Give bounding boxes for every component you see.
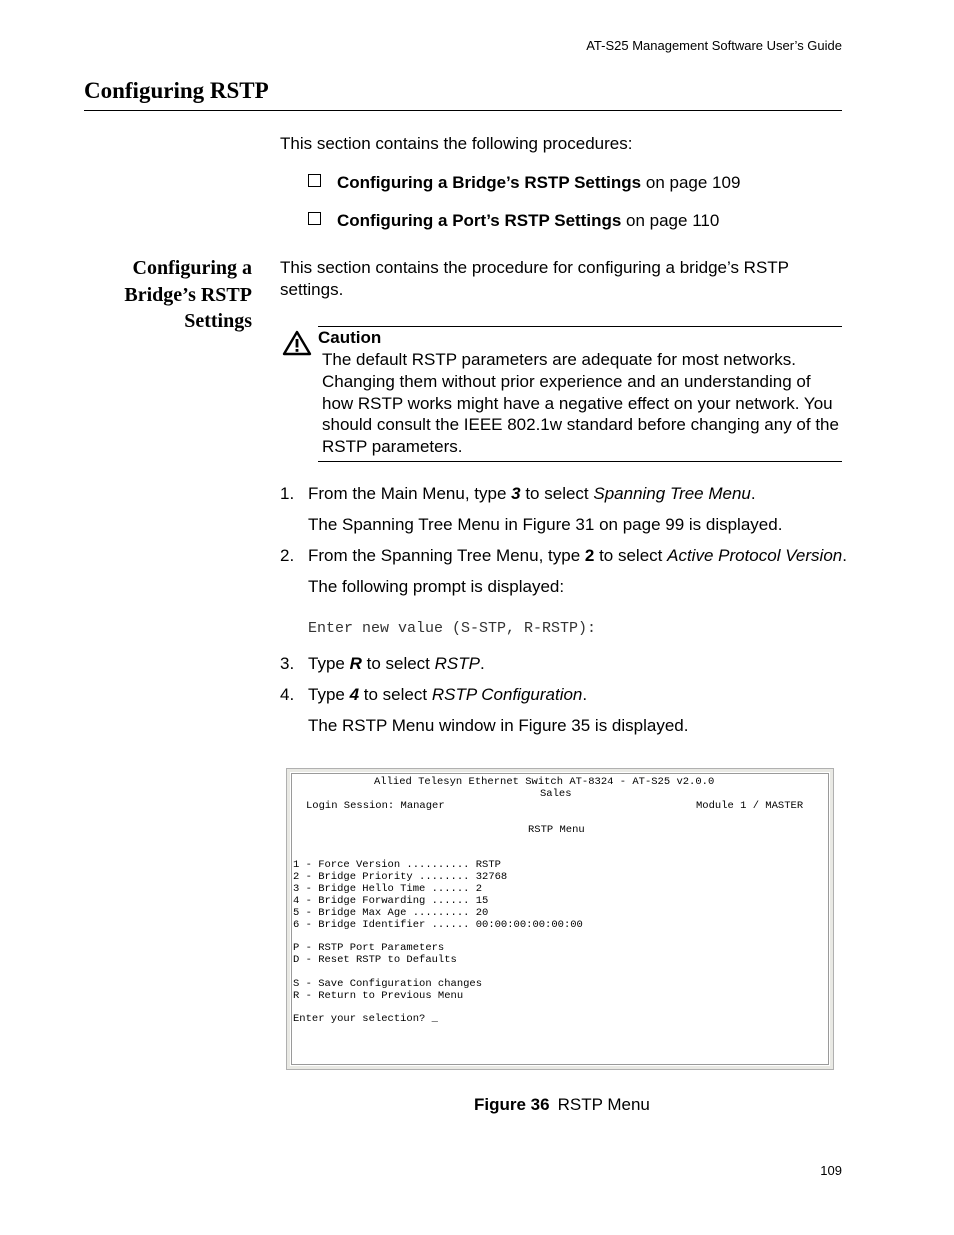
terminal-option: 1 - Force Version .......... RSTP bbox=[293, 859, 501, 871]
terminal-option: 3 - Bridge Hello Time ...... 2 bbox=[293, 883, 483, 895]
figure-caption: Figure 36 RSTP Menu bbox=[474, 1095, 650, 1114]
terminal-option: 5 - Bridge Max Age ......... 20 bbox=[293, 907, 489, 919]
terminal-title: Allied Telesyn Ethernet Switch AT-8324 - AT-S25 v2.0.0 bbox=[374, 776, 715, 788]
terminal-option: 4 - Bridge Forwarding ...... 15 bbox=[293, 895, 489, 907]
prompt-code: Enter new value (S-STP, R-RSTP): bbox=[308, 620, 597, 637]
caution-title: Caution bbox=[318, 328, 382, 347]
subsection-intro: This section contains the procedure for configuring a bridge’s RSTP settings. bbox=[280, 258, 789, 299]
procedure-item: Configuring a Port’s RSTP Settings on page 110 bbox=[308, 211, 719, 231]
terminal-option: R - Return to Previous Menu bbox=[293, 990, 464, 1002]
terminal-screen bbox=[291, 773, 829, 1065]
step-2-note: The following prompt is displayed: bbox=[308, 577, 565, 596]
step-4: 4. Type 4 to select RSTP Configuration. bbox=[280, 685, 588, 704]
terminal-module: Module 1 / MASTER bbox=[696, 800, 804, 812]
step-1: 1. From the Main Menu, type 3 to select Spanning Tree Menu. bbox=[280, 484, 756, 503]
terminal-screenshot bbox=[286, 768, 834, 1070]
terminal-menu-title: RSTP Menu bbox=[528, 824, 585, 836]
terminal-option: 6 - Bridge Identifier ...... 00:00:00:00:00:00 bbox=[293, 919, 583, 931]
warning-triangle-icon bbox=[282, 330, 312, 356]
step-4-note: The RSTP Menu window in Figure 35 is displayed. bbox=[308, 716, 689, 735]
page-number: 109 bbox=[820, 1163, 842, 1178]
figure-label: Figure 36 bbox=[474, 1095, 550, 1114]
subsection-heading: Configuring a Bridge’s RSTP Settings bbox=[124, 257, 252, 332]
caution-rule bbox=[318, 461, 842, 462]
step-1-note: The Spanning Tree Menu in Figure 31 on page 99 is displayed. bbox=[308, 515, 783, 534]
terminal-prompt: Enter your selection? _ bbox=[293, 1013, 438, 1025]
terminal-subtitle: Sales bbox=[540, 788, 572, 800]
caution-body: The default RSTP parameters are adequate for most networks. Changing them without prior experience and an understanding of how RSTP works might have a negative effect on your network. You should consult the IEEE 802.1w standard before changing any of the RSTP parameters. bbox=[322, 350, 839, 457]
checkbox-bullet-icon bbox=[308, 212, 321, 225]
section-title: Configuring RSTP bbox=[84, 78, 269, 103]
procedure-link[interactable]: Configuring a Port’s RSTP Settings bbox=[337, 211, 622, 230]
caution-rule bbox=[318, 326, 842, 327]
procedure-link[interactable]: Configuring a Bridge’s RSTP Settings bbox=[337, 173, 642, 192]
step-2: 2. From the Spanning Tree Menu, type 2 to select Active Protocol Version. bbox=[280, 546, 847, 565]
terminal-option: D - Reset RSTP to Defaults bbox=[293, 954, 457, 966]
procedure-item: Configuring a Bridge’s RSTP Settings on page 109 bbox=[308, 173, 740, 193]
terminal-session: Login Session: Manager bbox=[306, 800, 445, 812]
title-rule bbox=[84, 110, 842, 111]
terminal-option: P - RSTP Port Parameters bbox=[293, 942, 445, 954]
section-intro: This section contains the following procedures: bbox=[280, 134, 633, 153]
terminal-option: S - Save Configuration changes bbox=[293, 978, 483, 990]
terminal-option: 2 - Bridge Priority ........ 32768 bbox=[293, 871, 508, 883]
step-3: 3. Type R to select RSTP. bbox=[280, 654, 485, 673]
running-header: AT-S25 Management Software User’s Guide bbox=[586, 38, 842, 53]
checkbox-bullet-icon bbox=[308, 174, 321, 187]
